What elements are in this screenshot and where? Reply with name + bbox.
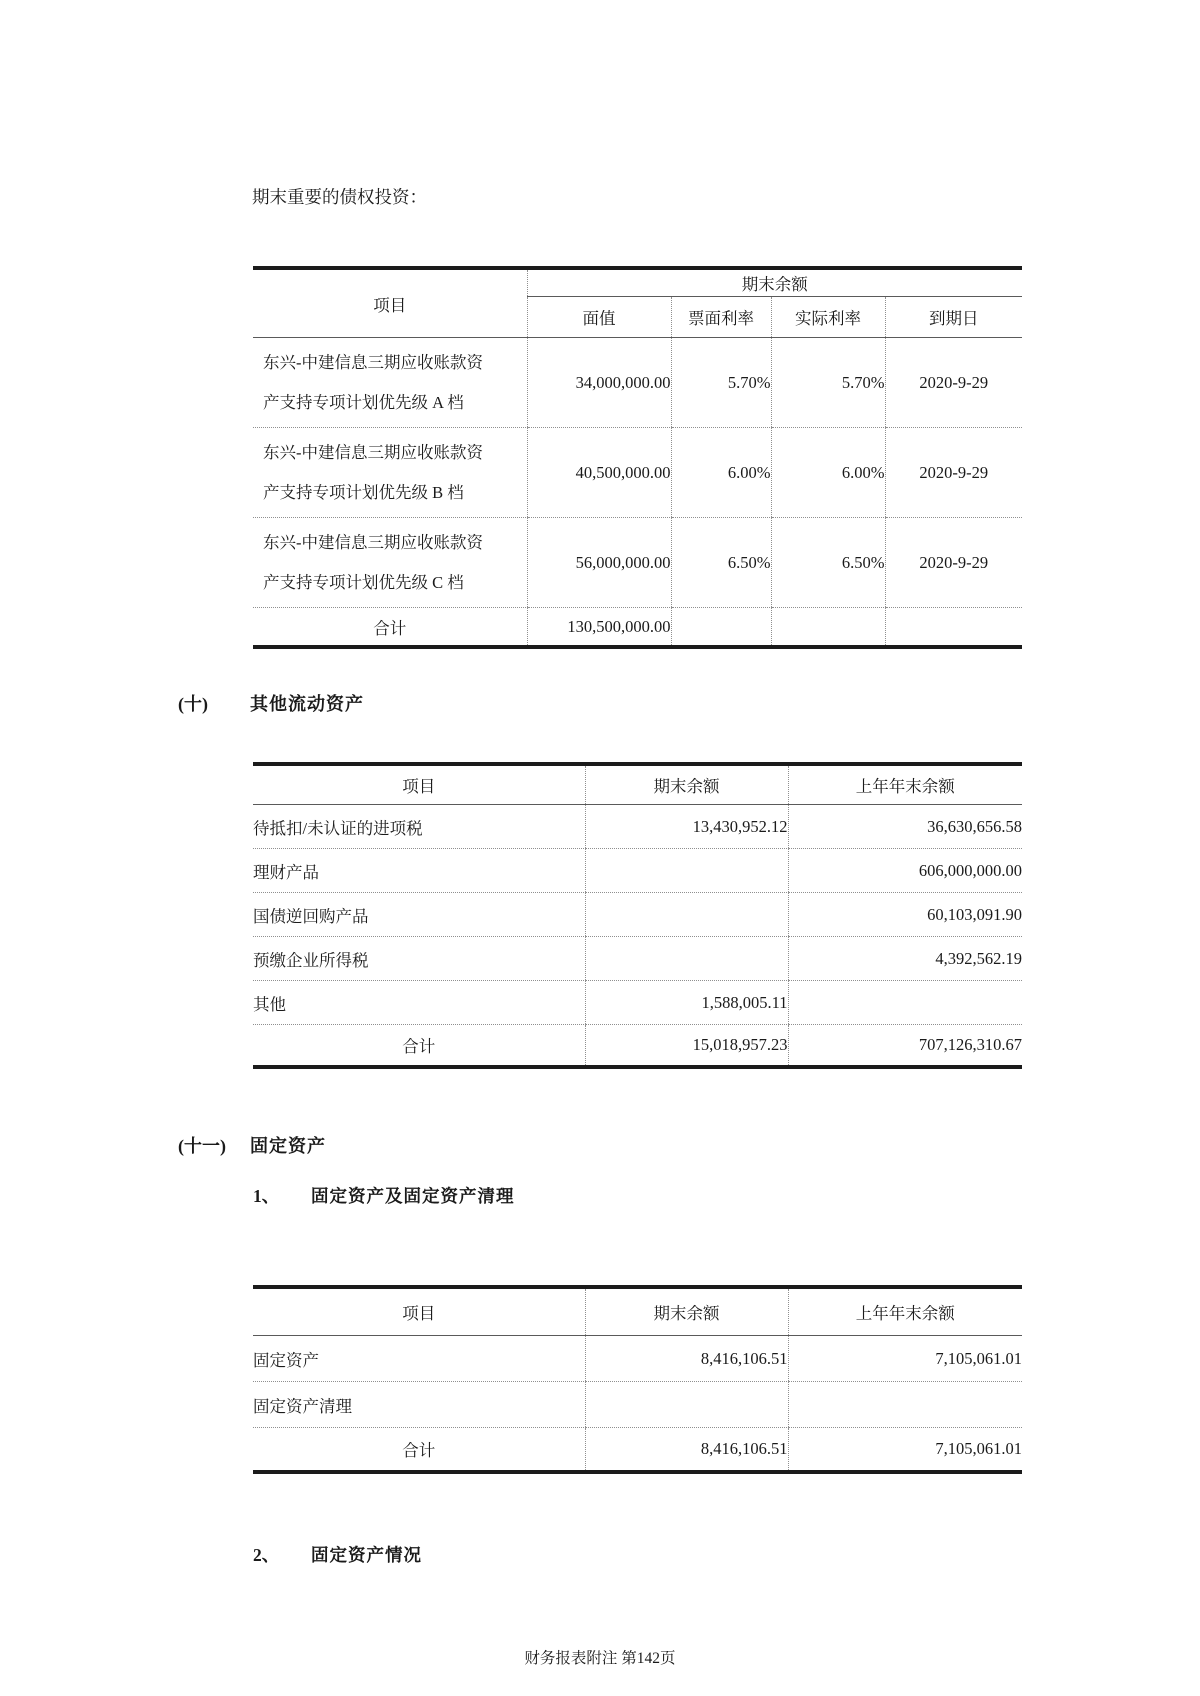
- effective-rate-cell: 6.50%: [771, 518, 885, 608]
- prior-year-balance-cell: 60,103,091.90: [788, 893, 1022, 937]
- debt-investments-table: [253, 266, 1022, 649]
- prior-year-balance-cell: 36,630,656.58: [788, 805, 1022, 849]
- total-prior-year-balance: 707,126,310.67: [788, 1025, 1022, 1068]
- face-value-cell: 34,000,000.00: [527, 338, 671, 428]
- total-label: 合计: [373, 618, 407, 638]
- coupon-rate-cell: 5.70%: [671, 338, 771, 428]
- maturity-date-cell: 2020-9-29: [885, 428, 1022, 518]
- table-row: [253, 937, 1022, 981]
- total-label: 合计: [402, 1037, 436, 1056]
- coupon-rate-cell: 6.50%: [671, 518, 771, 608]
- item-cell: 理财产品: [253, 849, 585, 893]
- prior-year-balance-cell: [788, 981, 1022, 1025]
- total-closing-balance: 8,416,106.51: [585, 1428, 788, 1473]
- table-row: [253, 518, 1022, 608]
- total-closing-balance: 15,018,957.23: [585, 1025, 788, 1068]
- item-cell: 待抵扣/未认证的进项税: [253, 805, 585, 849]
- subsection-number: 1、: [253, 1186, 280, 1206]
- section-11-heading: [178, 1132, 326, 1158]
- item-cell: 国债逆回购产品: [253, 893, 585, 937]
- effective-rate-cell: 5.70%: [771, 338, 885, 428]
- subsection-2-heading: [253, 1542, 422, 1567]
- empty-cell: [885, 608, 1022, 648]
- table-total-row: [253, 1025, 1022, 1068]
- item-cell: 其他: [253, 981, 585, 1025]
- item-cell: 固定资产清理: [253, 1382, 585, 1428]
- section-10-heading: [178, 690, 364, 716]
- intro-heading: 期末重要的债权投资：: [252, 187, 427, 207]
- table-row: [253, 338, 1022, 428]
- subsection-title: 固定资产情况: [311, 1545, 422, 1565]
- closing-balance-cell: 13,430,952.12: [585, 805, 788, 849]
- total-prior-year-balance: 7,105,061.01: [788, 1428, 1022, 1473]
- col-header-closing-balance: 期末余额: [585, 1287, 788, 1336]
- section-title: 固定资产: [250, 1136, 326, 1156]
- item-cell: 东兴-中建信息三期应收账款资产支持专项计划优先级 B 档: [253, 428, 527, 518]
- closing-balance-cell: 8,416,106.51: [585, 1336, 788, 1382]
- closing-balance-cell: [585, 1382, 788, 1428]
- coupon-rate-cell: 6.00%: [671, 428, 771, 518]
- closing-balance-cell: [585, 849, 788, 893]
- table-header-row: [253, 268, 1022, 297]
- col-header-effective-rate: 实际利率: [771, 297, 885, 338]
- col-header-face-value: 面值: [527, 297, 671, 338]
- table-total-row: [253, 1428, 1022, 1473]
- table-row: [253, 1336, 1022, 1382]
- total-face-value: 130,500,000.00: [527, 608, 671, 648]
- subsection-number: 2、: [253, 1545, 280, 1565]
- closing-balance-cell: [585, 937, 788, 981]
- closing-balance-cell: 1,588,005.11: [585, 981, 788, 1025]
- maturity-date-cell: 2020-9-29: [885, 518, 1022, 608]
- col-header-closing-balance: 期末余额: [585, 764, 788, 805]
- table-row: [253, 1382, 1022, 1428]
- prior-year-balance-cell: 4,392,562.19: [788, 937, 1022, 981]
- page-footer: 财务报表附注 第142页: [524, 1650, 676, 1667]
- table-header-row: [253, 1287, 1022, 1336]
- fixed-assets-table: [253, 1285, 1022, 1474]
- col-header-prior-year-balance: 上年年末余额: [788, 764, 1022, 805]
- empty-cell: [671, 608, 771, 648]
- face-value-cell: 56,000,000.00: [527, 518, 671, 608]
- table-total-row: [253, 608, 1022, 648]
- item-cell: 东兴-中建信息三期应收账款资产支持专项计划优先级 A 档: [253, 338, 527, 428]
- item-cell: 东兴-中建信息三期应收账款资产支持专项计划优先级 C 档: [253, 518, 527, 608]
- face-value-cell: 40,500,000.00: [527, 428, 671, 518]
- table-row: [253, 893, 1022, 937]
- table-row: [253, 849, 1022, 893]
- col-header-coupon-rate: 票面利率: [671, 297, 771, 338]
- maturity-date-cell: 2020-9-29: [885, 338, 1022, 428]
- col-header-item: 项目: [253, 268, 527, 338]
- closing-balance-cell: [585, 893, 788, 937]
- col-header-maturity-date: 到期日: [885, 297, 1022, 338]
- item-cell: 固定资产: [253, 1336, 585, 1382]
- subsection-title: 固定资产及固定资产清理: [311, 1186, 515, 1206]
- effective-rate-cell: 6.00%: [771, 428, 885, 518]
- section-title: 其他流动资产: [250, 694, 364, 714]
- section-number: (十): [178, 694, 208, 714]
- subsection-1-heading: [253, 1183, 515, 1208]
- table-header-row: [253, 764, 1022, 805]
- col-header-closing-balance: 期末余额: [527, 268, 1022, 297]
- section-number: (十一): [178, 1136, 226, 1156]
- item-cell: 预缴企业所得税: [253, 937, 585, 981]
- empty-cell: [771, 608, 885, 648]
- col-header-item: 项目: [253, 1287, 585, 1336]
- prior-year-balance-cell: 7,105,061.01: [788, 1336, 1022, 1382]
- table-row: [253, 805, 1022, 849]
- prior-year-balance-cell: 606,000,000.00: [788, 849, 1022, 893]
- col-header-prior-year-balance: 上年年末余额: [788, 1287, 1022, 1336]
- col-header-item: 项目: [253, 764, 585, 805]
- table-row: [253, 428, 1022, 518]
- prior-year-balance-cell: [788, 1382, 1022, 1428]
- other-current-assets-table: [253, 762, 1022, 1069]
- total-label: 合计: [402, 1441, 436, 1460]
- table-row: [253, 981, 1022, 1025]
